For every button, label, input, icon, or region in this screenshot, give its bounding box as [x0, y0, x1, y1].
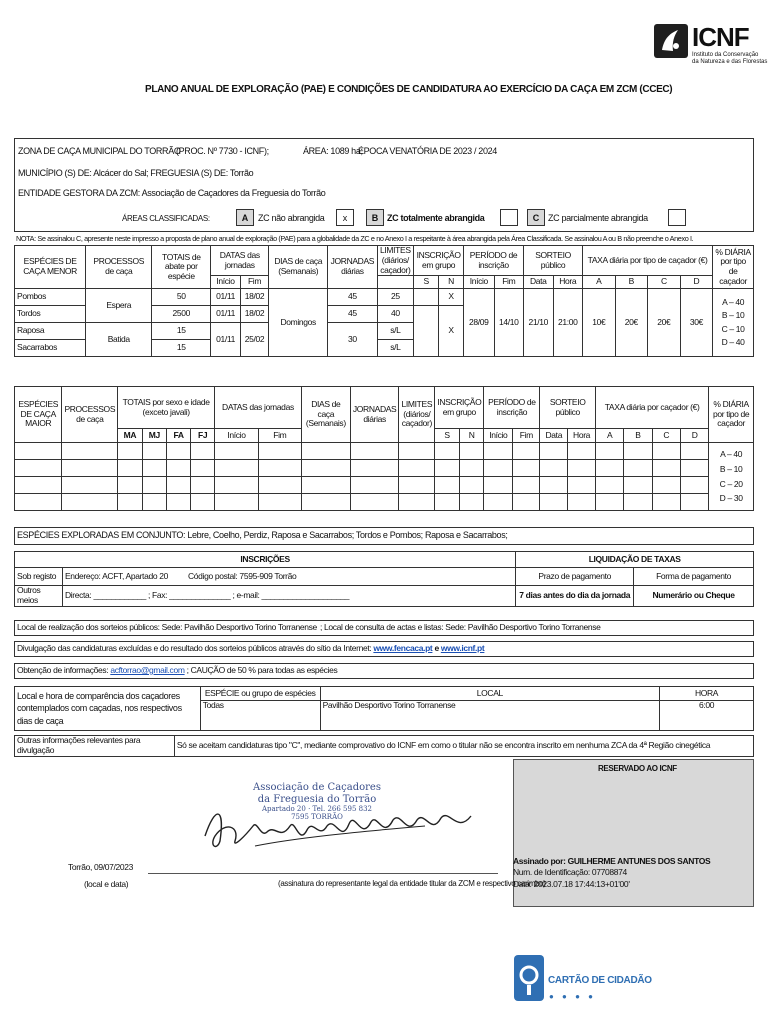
t1-per-fim: 14/10 — [494, 289, 523, 357]
t1-especie-tordos: Tordos — [15, 306, 86, 323]
t2-h-per-inicio: Início — [484, 429, 513, 443]
t1-total-pombos: 50 — [152, 289, 211, 306]
t1-h-s: S — [414, 276, 439, 289]
t2-h-per-fim: Fim — [513, 429, 540, 443]
option-a-letter: A — [236, 209, 254, 226]
codigo-postal: Código postal: 7595-909 Torrão — [187, 570, 297, 581]
t1-h-fim: Fim — [240, 276, 268, 289]
t1-pct-a: A – 40 — [722, 296, 745, 307]
forma-label: Forma de pagamento — [634, 568, 754, 586]
t1-jorn-tordos: 45 — [328, 306, 377, 323]
caca-menor-table — [14, 245, 754, 357]
entidade-gestora: ENTIDADE GESTORA DA ZCM: Associação de Caçadores da Freguesia do Torrão — [18, 188, 326, 198]
t2-pct-list — [709, 443, 754, 511]
informacoes-text: Obtenção de informações: — [17, 665, 109, 675]
outras-text: Só se aceitam candidaturas tipo "C", mediante comprovativo do ICNF em como o titular não se encontra inscrito em nenhuma ZCA da 4ª Região cinegética — [174, 736, 753, 757]
page-title: PLANO ANUAL DE EXPLORAÇÃO (PAE) E CONDIÇÕES DE CANDIDATURA AO EXERCÍCIO DA CAÇA EM ZCM (CCEC) — [145, 84, 673, 95]
t2-empty-row — [15, 494, 754, 511]
informacoes-email[interactable]: acftorrao@gmail.com — [110, 665, 185, 675]
t1-fim-pombos: 18/02 — [240, 289, 268, 306]
t2-h-hora: Hora — [568, 429, 596, 443]
t1-jorn-batida: 30 — [328, 323, 377, 357]
t1-h-dias: DIAS de caça (Semanais) — [269, 246, 328, 289]
t1-lim-raposa: s/L — [377, 323, 414, 340]
reservado-title: RESERVADO AO ICNF — [598, 764, 677, 773]
endereco-cell — [62, 568, 515, 586]
proc-number: (PROC. Nº 7730 - ICNF); — [176, 146, 269, 156]
t2-h-fj: FJ — [191, 429, 215, 443]
t2-h-taxa: TAXA diária por caçador (€) — [595, 387, 708, 429]
zona-title: ZONA DE CAÇA MUNICIPAL DO TORRÃO — [18, 146, 181, 156]
assinatura-label: (assinatura do representante legal da entidade titular da ZCM e respectivo carimbo) — [278, 879, 546, 888]
t1-h-b: B — [615, 276, 648, 289]
t1-pct-b: B – 10 — [721, 310, 745, 321]
t2-h-d: D — [680, 429, 708, 443]
t1-h-datas: DATAS das jornadas — [211, 246, 269, 276]
t2-h-periodo: PERÍODO de inscrição — [484, 387, 540, 429]
icnf-logo-icon — [654, 24, 688, 58]
t1-pct-d: D – 40 — [721, 337, 745, 348]
t2-h-especies: ESPÉCIES DE CAÇA MAIOR — [15, 387, 62, 443]
t2-h-inicio: Início — [215, 429, 259, 443]
caca-maior-table — [14, 386, 754, 511]
t2-h-jornadas: JORNADAS diárias — [350, 387, 399, 443]
comparencia-h-especie: ESPÉCIE ou grupo de espécies — [200, 687, 320, 701]
outros-meios: Outros meios — [15, 586, 63, 607]
divulgacao-line — [17, 643, 484, 653]
t1-h-sorteio: SORTEIO público — [524, 246, 583, 276]
option-a-text: ZC não abrangida — [258, 213, 325, 223]
comparencia-h-hora: HORA — [660, 687, 754, 701]
t1-especie-pombos: Pombos — [15, 289, 86, 306]
t2-h-data: Data — [540, 429, 568, 443]
t2-h-mj: MJ — [142, 429, 166, 443]
comparencia-local: Pavilhão Desportivo Torino Torranense — [320, 701, 659, 731]
outras-label: Outras informações relevantes para divulgação — [15, 736, 175, 757]
digital-signer: Assinado por: GUILHERME ANTUNES DOS SANTOS — [513, 856, 711, 866]
t1-s-pombos — [414, 289, 439, 306]
epoca-venatoria: ÉPOCA VENATÓRIA DE 2023 / 2024 — [358, 146, 497, 156]
t2-h-totais: TOTAIS por sexo e idade (exceto javali) — [118, 387, 215, 429]
t2-h-c: C — [652, 429, 680, 443]
nota: NOTA: Se assinalou C, apresente neste impresso a proposta de plano anual de exploração (PAE) para a globalidade da ZC e no Anexo I a respeitante à área abrangida pela Área Classificada. Se assinalou A ou B não preenche o Anexo I. — [16, 234, 694, 243]
t2-h-limites: LIMITES (diários/ caçador) — [399, 387, 435, 443]
especies-conjunto: ESPÉCIES EXPLORADAS EM CONJUNTO: Lebre, Coelho, Perdiz, Raposa e Sacarrabos; Tordos e Pombos; Raposa e Sacarrabos; — [17, 530, 508, 540]
t1-h-c: C — [648, 276, 681, 289]
icnf-link[interactable]: www.icnf.pt — [440, 643, 485, 653]
t1-tx-a: 10€ — [583, 289, 616, 357]
divulgacao-e: e — [434, 643, 439, 653]
t1-fim-batida: 25/02 — [240, 323, 268, 357]
t1-jorn-pombos: 45 — [328, 289, 377, 306]
stamp-line-1: Associação de Caçadores — [253, 782, 381, 793]
t1-h-a: A — [583, 276, 616, 289]
logo-name: ICNF — [692, 22, 749, 52]
option-a-checkbox[interactable]: x — [336, 209, 354, 226]
t2-h-pct: % DIÁRIA por tipo de caçador — [709, 387, 754, 443]
prazo-label: Prazo de pagamento — [516, 568, 634, 586]
t2-empty-row — [15, 477, 754, 494]
t1-sort-data: 21/10 — [524, 289, 553, 357]
t2-empty-row — [15, 460, 754, 477]
t1-ini-batida: 01/11 — [211, 323, 240, 357]
t1-total-sacarrabos: 15 — [152, 340, 211, 357]
t1-tx-c: 20€ — [648, 289, 681, 357]
option-c-letter: C — [527, 209, 545, 226]
t1-h-inscricao: INSCRIÇÃO em grupo — [414, 246, 464, 276]
handwritten-signature — [195, 793, 485, 856]
t2-pct-a: A – 40 — [720, 448, 743, 459]
digital-date: Data: 2023.07.18 17:44:13+01'00' — [513, 878, 630, 889]
endereco: Endereço: ACFT, Apartado 20 — [64, 570, 168, 581]
directa-line: Directa: ____________ ; Fax: ______________ ; e-mail: ____________________ — [62, 586, 515, 607]
t1-h-data: Data — [524, 276, 553, 289]
t2-h-s: S — [435, 429, 460, 443]
local-consulta: ; Local de consulta de actas e listas: Sede: Pavilhão Desportivo Torino Torranense — [320, 622, 601, 632]
t2-h-n: N — [459, 429, 484, 443]
t1-h-especies: ESPÉCIES DE CAÇA MENOR — [15, 246, 86, 289]
comparencia-h-local: LOCAL — [320, 687, 659, 701]
t1-h-per-inicio: Início — [464, 276, 495, 289]
stamp-line-2: da Freguesia do Torrão — [257, 793, 377, 805]
option-c-text: ZC parcialmente abrangida — [548, 213, 648, 223]
t1-pct-list — [713, 289, 754, 357]
t1-h-n: N — [439, 276, 464, 289]
t1-h-periodo: PERÍODO de inscrição — [464, 246, 524, 276]
t1-proc-batida: Batida — [86, 323, 152, 357]
t2-h-a: A — [595, 429, 623, 443]
option-c-checkbox[interactable] — [668, 209, 686, 226]
t1-total-raposa: 15 — [152, 323, 211, 340]
t2-empty-row — [15, 443, 754, 460]
cartao-cidadao-text: CARTÃO DE CIDADÃO — [548, 975, 652, 986]
municipio: MUNICÍPIO (S) DE: Alcácer do Sal — [18, 168, 147, 178]
t1-s-rest — [414, 306, 439, 357]
freguesia: ; FREGUESIA (S) DE: Torrão — [146, 168, 254, 178]
sob-registo: Sob registo — [15, 568, 63, 586]
t2-pct-d: D – 30 — [719, 493, 743, 504]
t2-pct-c: C – 20 — [719, 478, 743, 489]
option-b-text: ZC totalmente abrangida — [387, 213, 485, 223]
liquidacao-title: LIQUIDAÇÃO DE TAXAS — [516, 552, 754, 568]
t1-h-per-fim: Fim — [494, 276, 523, 289]
informacoes-line — [17, 665, 337, 675]
divulgacao-text: Divulgação das candidaturas excluídas e do resultado dos sorteios públicos através do sítio da Internet: — [17, 643, 372, 653]
t1-h-limites: LIMITES (diários/ caçador) — [377, 246, 414, 276]
t1-ini-tordos: 01/11 — [211, 306, 240, 323]
t1-h-d: D — [680, 276, 713, 289]
prazo-value: 7 dias antes do dia da jornada — [516, 586, 634, 607]
local-sorteios: Local de realização dos sorteios públicos: Sede: Pavilhão Desportivo Torino Torranense — [17, 622, 317, 632]
t1-lim-pombos: 25 — [377, 289, 414, 306]
t1-n-pombos: X — [439, 289, 464, 306]
comparencia-label: Local e hora de comparência dos caçadores contemplados com caçadas, nos respectivos dias de caça — [15, 687, 201, 731]
comparencia-hora: 6:00 — [660, 701, 754, 731]
cartao-cidadao-logo-icon — [514, 955, 544, 1001]
comparencia-especie: Todas — [200, 701, 320, 731]
t1-especie-sacarrabos: Sacarrabos — [15, 340, 86, 357]
inscricoes-table — [14, 551, 754, 607]
area-value: ÁREA: 1089 ha; — [303, 146, 363, 156]
t1-lim-sacarrabos: s/L — [377, 340, 414, 357]
t1-h-pct: % DIÁRIA por tipo de caçador — [713, 246, 754, 289]
areas-label: ÁREAS CLASSIFICADAS: — [122, 214, 210, 223]
t1-total-tordos: 2500 — [152, 306, 211, 323]
outras-table — [14, 735, 754, 757]
cartao-cidadao-dots: ● ● ● ● — [549, 992, 596, 1001]
t1-especie-raposa: Raposa — [15, 323, 86, 340]
t2-h-processos: PROCESSOS de caça — [62, 387, 118, 443]
informacoes-caucao: ; CAUÇÃO de 50 % para todas as espécies — [186, 665, 338, 675]
inscricoes-title: INSCRIÇÕES — [15, 552, 516, 568]
t2-pct-b: B – 10 — [719, 463, 743, 474]
t1-h-jornadas: JORNADAS diárias — [328, 246, 377, 289]
t1-fim-tordos: 18/02 — [240, 306, 268, 323]
t1-pct-c: C – 10 — [721, 323, 745, 334]
fencaca-link[interactable]: www.fencaca.pt — [373, 643, 433, 653]
option-b-checkbox[interactable] — [500, 209, 518, 226]
t2-h-fim: Fim — [258, 429, 301, 443]
t1-h-totais: TOTAIS de abate por espécie — [152, 246, 211, 289]
t2-h-fa: FA — [166, 429, 190, 443]
digital-id: Num. de Identificação: 07708874 — [513, 867, 627, 878]
digital-signature — [513, 856, 710, 890]
t2-h-b: B — [624, 429, 652, 443]
t1-sort-hora: 21:00 — [553, 289, 582, 357]
t2-h-dias: DIAS de caça (Semanais) — [301, 387, 350, 443]
comparencia-table — [14, 686, 754, 731]
local-data-label: (local e data) — [84, 879, 129, 889]
t1-h-taxa: TAXA diária por tipo de caçador (€) — [583, 246, 713, 276]
t1-tx-b: 20€ — [615, 289, 648, 357]
stamp-line-4: 7595 TORRÃO — [291, 813, 343, 822]
logo-subtitle-2: da Natureza e das Florestas — [692, 59, 768, 65]
stamp-line-3: Apartado 20 · Tel. 266 595 832 — [261, 805, 373, 813]
local-data: Torrão, 09/07/2023 — [68, 862, 134, 872]
t2-h-sorteio: SORTEIO público — [540, 387, 596, 429]
t1-per-ini: 28/09 — [464, 289, 495, 357]
t2-h-datas: DATAS das jornadas — [215, 387, 302, 429]
t1-n-rest: X — [439, 306, 464, 357]
t1-h-processos: PROCESSOS de caça — [86, 246, 152, 289]
t1-h-hora: Hora — [553, 276, 582, 289]
signature-line — [148, 873, 498, 874]
t1-h-inicio: Início — [211, 276, 240, 289]
option-b-letter: B — [366, 209, 384, 226]
t1-ini-pombos: 01/11 — [211, 289, 240, 306]
t1-tx-d: 30€ — [680, 289, 713, 357]
forma-value: Numerário ou Cheque — [634, 586, 754, 607]
t2-h-inscricao: INSCRIÇÃO em grupo — [435, 387, 484, 429]
t1-h-limites-sub — [377, 276, 414, 289]
t2-h-ma: MA — [118, 429, 143, 443]
t1-proc-espera: Espera — [86, 289, 152, 323]
t1-lim-tordos: 40 — [377, 306, 414, 323]
logo-subtitle-1: Instituto da Conservação — [692, 52, 759, 58]
t1-dias: Domingos — [269, 289, 328, 357]
